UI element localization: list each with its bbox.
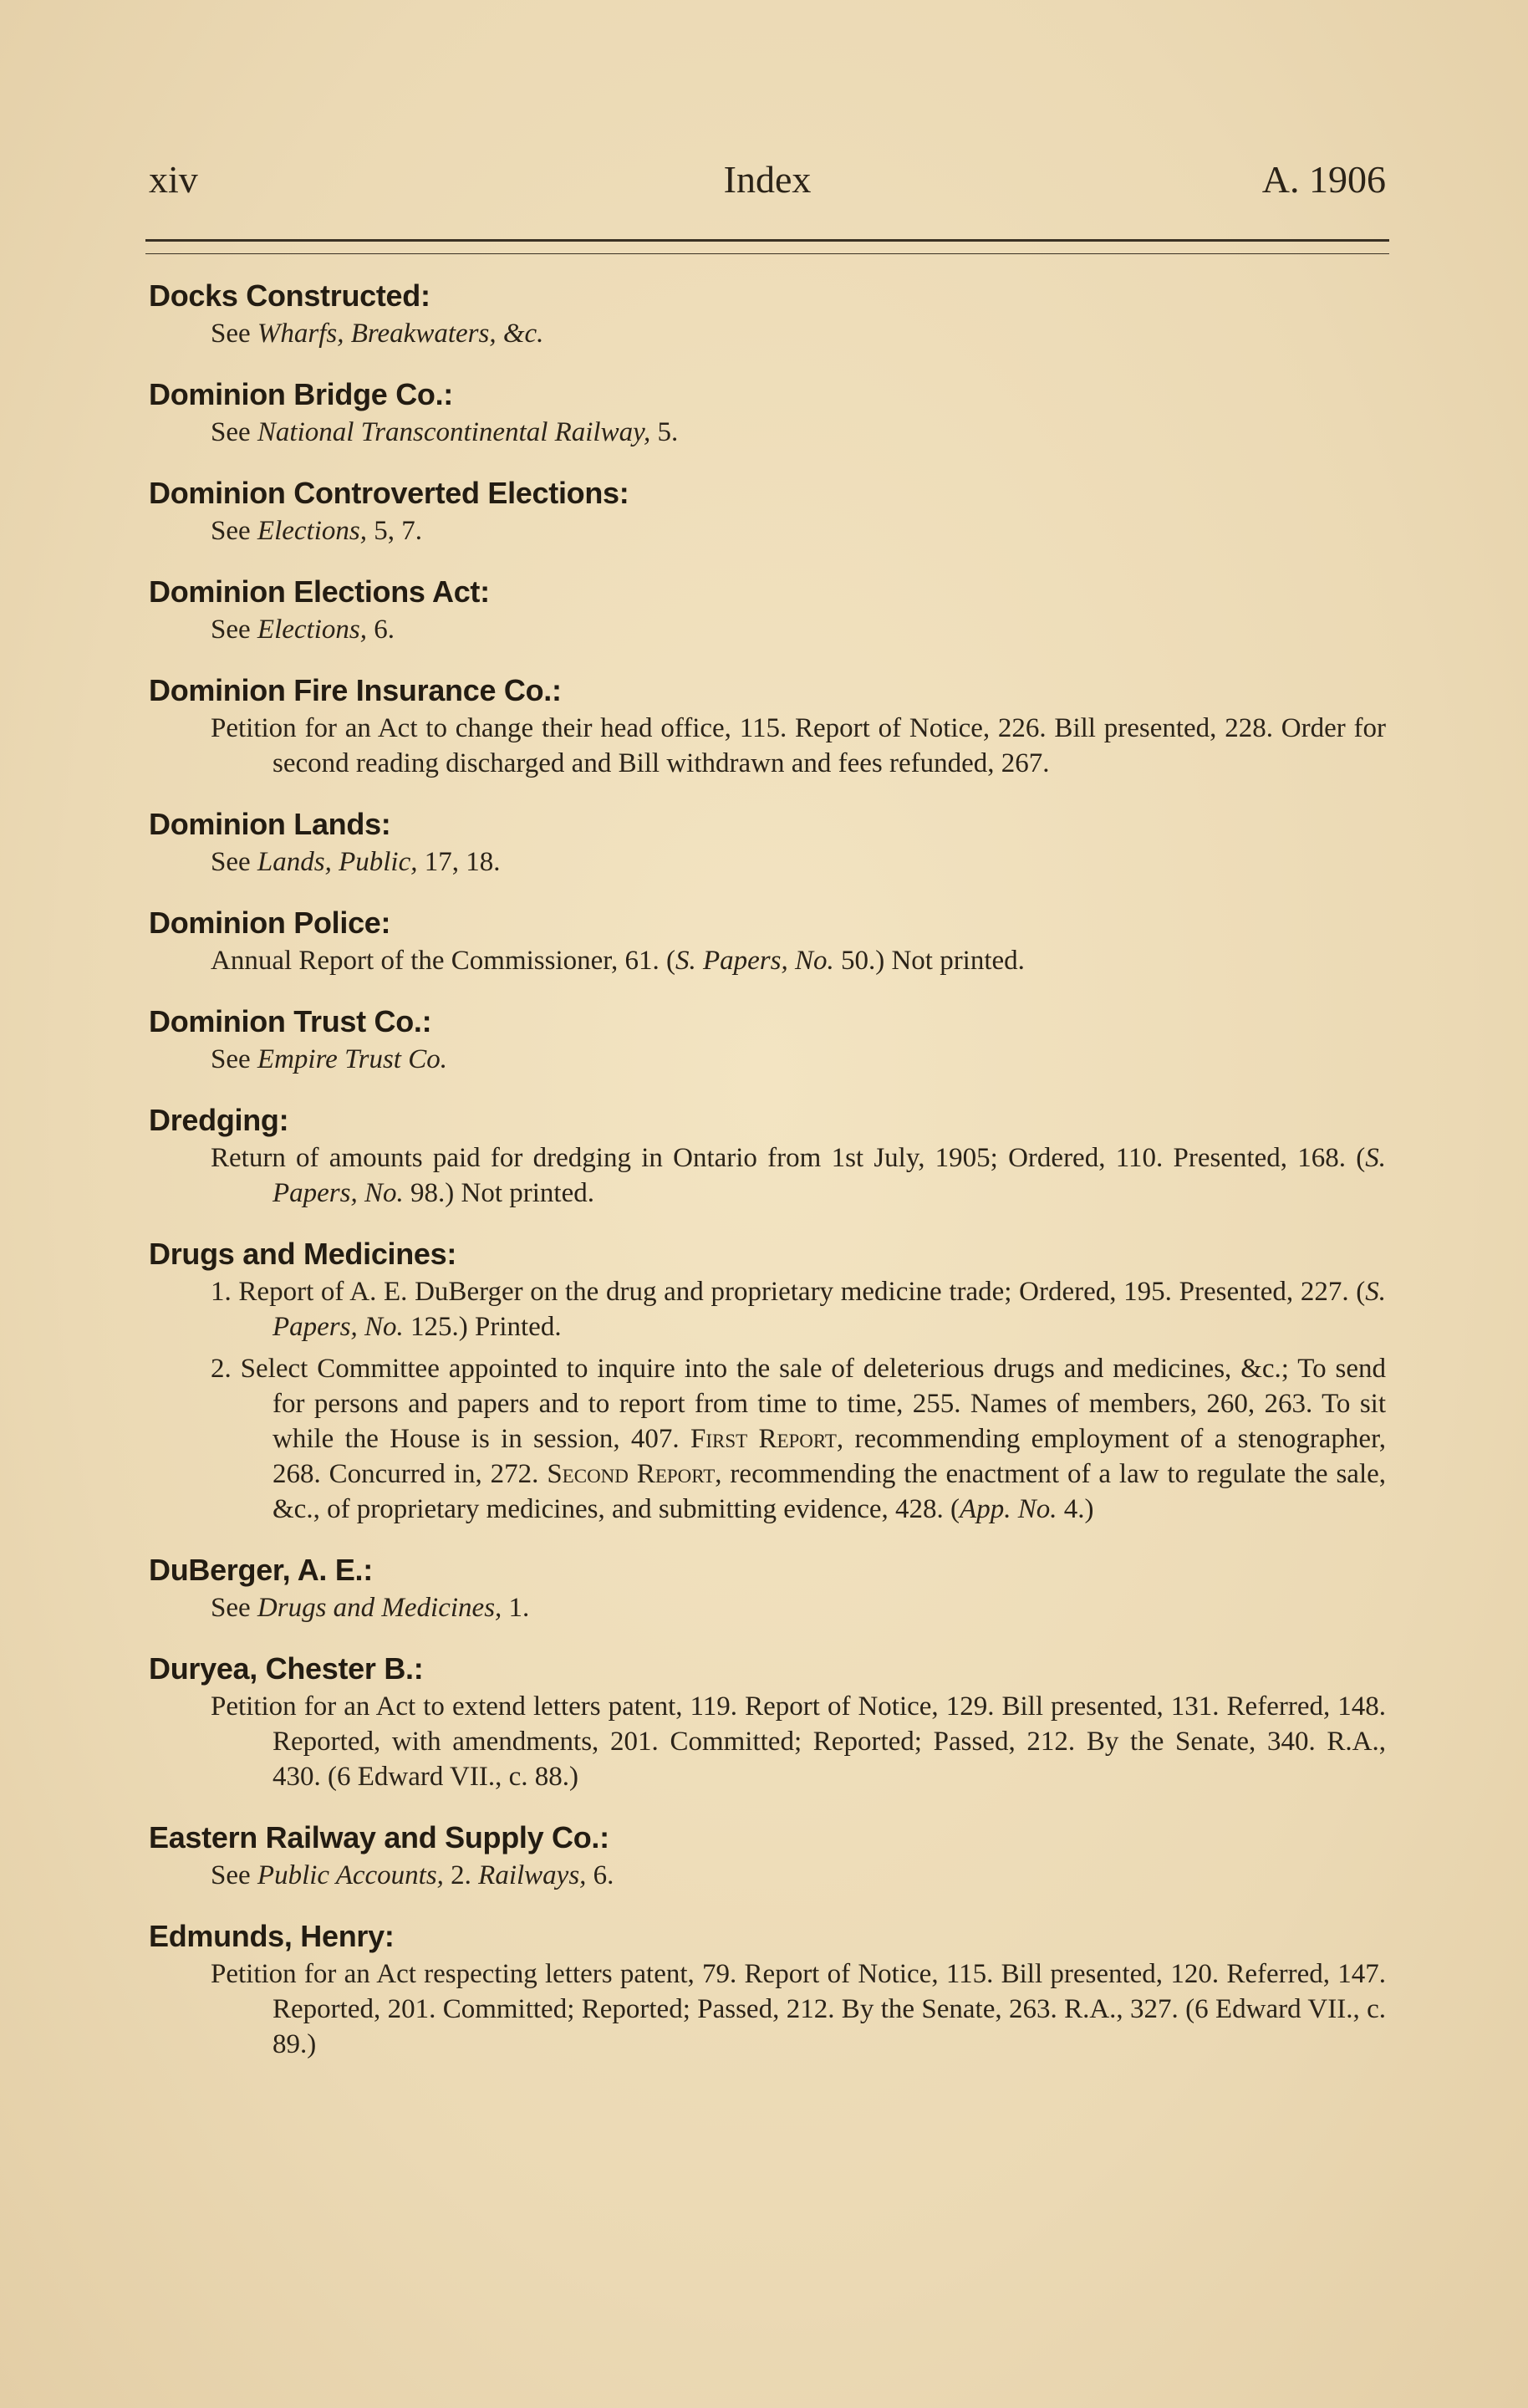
- text-run: 5.: [650, 417, 679, 447]
- text-run: See: [211, 1593, 257, 1623]
- entry-heading: Dominion Trust Co.:: [149, 1004, 432, 1038]
- italic-reference: S. Papers, No.: [272, 1143, 1386, 1208]
- text-run: 1. Report of A. E. DuBerger on the drug and proprietary medicine trade; Ordered, 195. Presented, 227. (: [211, 1277, 1366, 1307]
- index-entry: [149, 1649, 1386, 1794]
- text-run: 5, 7.: [366, 516, 422, 546]
- entry-heading: DuBerger, A. E.:: [149, 1553, 373, 1587]
- entry-text: [149, 1858, 1386, 1893]
- text-run: See: [211, 615, 257, 645]
- entry-text: [149, 1689, 1386, 1794]
- entry-text: [149, 1274, 1386, 1344]
- italic-reference: Railways,: [478, 1860, 587, 1890]
- text-run: Petition for an Act to change their head office, 115. Report of Notice, 226. Bill presented, 228. Order for second reading discharged and Bill withdrawn and fees refunded, 267.: [211, 713, 1386, 778]
- index-entry: [149, 1100, 1386, 1211]
- index-entry: [149, 276, 1386, 351]
- italic-reference: Empire Trust Co.: [257, 1044, 447, 1074]
- entry-text: [149, 943, 1386, 978]
- italic-reference: Drugs and Medicines,: [257, 1593, 502, 1623]
- entry-text: [149, 711, 1386, 781]
- text-run: 2.: [443, 1860, 479, 1890]
- text-run: 1.: [502, 1593, 530, 1623]
- italic-reference: Lands, Public,: [257, 847, 418, 877]
- entry-text: [149, 513, 1386, 548]
- entry-heading: Dominion Police:: [149, 906, 391, 940]
- text-run: See: [211, 319, 257, 349]
- text-run: 50.) Not printed.: [833, 946, 1025, 976]
- index-entries: [149, 276, 1386, 2085]
- entry-text: [149, 612, 1386, 647]
- text-run: First Report: [690, 1424, 837, 1454]
- italic-reference: Elections,: [257, 615, 367, 645]
- entry-heading: Dominion Bridge Co.:: [149, 377, 453, 411]
- entry-text: [149, 1590, 1386, 1625]
- running-head: [149, 157, 1386, 207]
- text-run: 6.: [586, 1860, 614, 1890]
- entry-heading: Drugs and Medicines:: [149, 1237, 457, 1271]
- text-run: See: [211, 847, 257, 877]
- text-run: Petition for an Act respecting letters patent, 79. Report of Notice, 115. Bill presented, 120. Referred, 147. Reported, 201. Committed; Reported; Passed, 212. By the Senate, 263. R.A., 327. (6 Edward VII., c. 89.): [211, 1959, 1386, 2059]
- italic-reference: S. Papers, No.: [272, 1277, 1386, 1342]
- text-run: Annual Report of the Commissioner, 61. (: [211, 946, 675, 976]
- page-title: Index: [723, 158, 812, 201]
- entry-heading: Dominion Fire Insurance Co.:: [149, 673, 562, 707]
- italic-reference: App. No.: [960, 1494, 1057, 1524]
- entry-heading: Docks Constructed:: [149, 278, 430, 313]
- italic-reference: Elections,: [257, 516, 367, 546]
- text-run: Return of amounts paid for dredging in Ontario from 1st July, 1905; Ordered, 110. Presented, 168. (: [211, 1143, 1366, 1173]
- index-entry: [149, 903, 1386, 978]
- italic-reference: Public Accounts,: [257, 1860, 444, 1890]
- entry-text: [149, 1042, 1386, 1077]
- index-entry: [149, 1550, 1386, 1625]
- index-entry: [149, 1818, 1386, 1893]
- text-run: 6.: [366, 615, 395, 645]
- entry-heading: Duryea, Chester B.:: [149, 1651, 424, 1686]
- entry-text: [149, 415, 1386, 450]
- year-label: A. 1906: [1261, 158, 1386, 201]
- entry-heading: Eastern Railway and Supply Co.:: [149, 1820, 609, 1854]
- index-entry: [149, 1002, 1386, 1077]
- entry-heading: Dominion Controverted Elections:: [149, 476, 629, 510]
- text-run: 125.) Printed.: [403, 1312, 562, 1342]
- italic-reference: S. Papers, No.: [675, 946, 834, 976]
- text-run: , recommending the enactment of a law to regulate the sale, &c., of proprietary medicines, and submitting evidence, 428. (: [272, 1459, 1387, 1524]
- text-run: 17, 18.: [417, 847, 501, 877]
- italic-reference: Wharfs, Breakwaters, &c.: [257, 319, 544, 349]
- entry-text: [149, 844, 1386, 880]
- entry-heading: Edmunds, Henry:: [149, 1919, 395, 1953]
- index-entry: [149, 1916, 1386, 2062]
- index-entry: [149, 473, 1386, 548]
- index-entry: [149, 375, 1386, 450]
- text-run: See: [211, 516, 257, 546]
- text-run: Second Report: [547, 1459, 716, 1489]
- text-run: See: [211, 1044, 257, 1074]
- text-run: , recommending employment of a stenographer, 268. Concurred in, 272.: [272, 1424, 1386, 1489]
- index-entry: [149, 1234, 1386, 1527]
- entry-text: [149, 1351, 1386, 1527]
- text-run: 2. Select Committee appointed to inquire into the sale of deleterious drugs and medicines, &c.; To send for persons and papers and to report from time to time, 255. Names of members, 260, 263. To sit while the House is in session, 407.: [211, 1354, 1386, 1454]
- index-entry: [149, 804, 1386, 880]
- entry-heading: Dominion Elections Act:: [149, 574, 490, 609]
- entry-heading: Dominion Lands:: [149, 807, 391, 841]
- text-run: See: [211, 1860, 257, 1890]
- page-number: xiv: [149, 158, 198, 201]
- entry-heading: Dredging:: [149, 1103, 289, 1137]
- entry-text: [149, 1140, 1386, 1211]
- index-entry: [149, 572, 1386, 647]
- text-run: See: [211, 417, 257, 447]
- italic-reference: National Transcontinental Railway,: [257, 417, 651, 447]
- index-entry: [149, 671, 1386, 781]
- entry-text: [149, 316, 1386, 351]
- text-run: 4.): [1057, 1494, 1094, 1524]
- text-run: 98.) Not printed.: [403, 1178, 594, 1208]
- header-rule: [145, 239, 1389, 254]
- text-run: Petition for an Act to extend letters patent, 119. Report of Notice, 129. Bill presented, 131. Referred, 148. Reported, with amendments, 201. Committed; Reported; Passed, 212. By the Senate, 340. R.A., 430. (6 Edward VII., c. 88.): [211, 1691, 1386, 1792]
- entry-text: [149, 1956, 1386, 2062]
